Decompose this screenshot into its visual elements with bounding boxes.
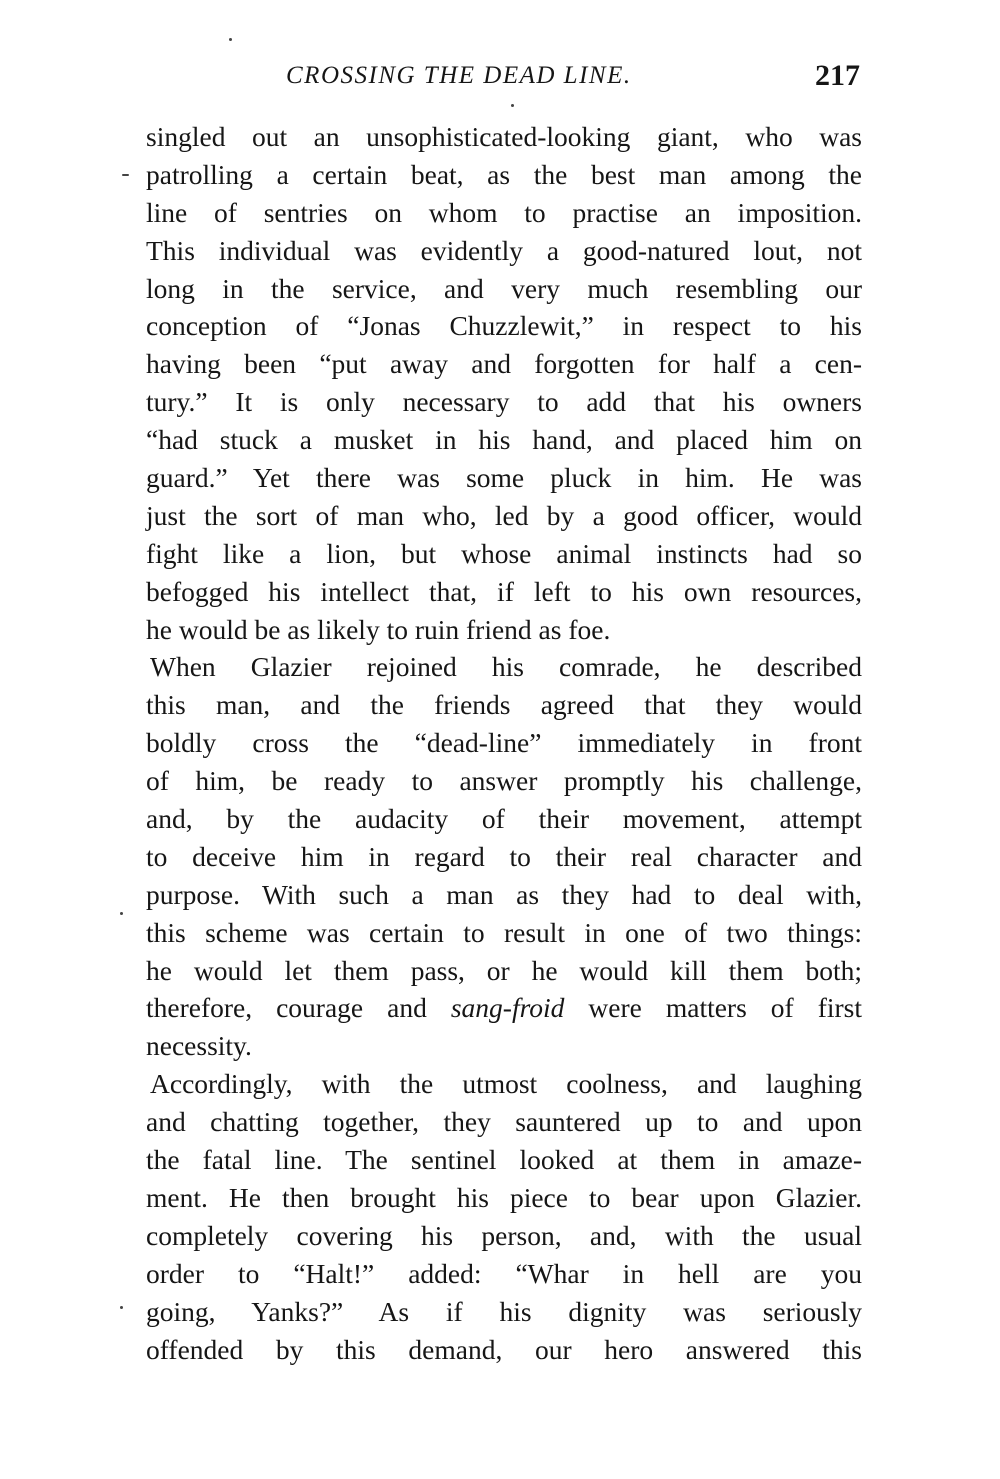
text-line: fight like a lion, but whose animal instincts had so bbox=[146, 537, 862, 569]
text-line: the fatal line. The sentinel looked at them in amaze- bbox=[146, 1144, 862, 1176]
text-line: conception of “Jonas Chuzzlewit,” in respect to his bbox=[146, 310, 862, 342]
text-line: “had stuck a musket in his hand, and placed him on bbox=[146, 424, 862, 456]
text-line: tury.” It is only necessary to add that his owners bbox=[146, 386, 862, 418]
text-segment: were matters of first bbox=[564, 992, 862, 1024]
text-line: and chatting together, they sauntered up to and upon bbox=[146, 1106, 862, 1138]
italic-phrase: sang-froid bbox=[450, 992, 565, 1024]
text-segment: therefore, courage and bbox=[146, 992, 451, 1024]
text-line: guard.” Yet there was some pluck in him. He was bbox=[146, 462, 862, 494]
text-line: just the sort of man who, led by a good officer, would bbox=[146, 499, 862, 531]
text-line: this scheme was certain to result in one of two things: bbox=[146, 916, 862, 948]
print-speck bbox=[120, 912, 123, 915]
text-line: completely covering his person, and, with the usual bbox=[146, 1219, 862, 1251]
text-line: he would be as likely to ruin friend as foe. bbox=[146, 613, 611, 645]
text-line: line of sentries on whom to practise an imposition. bbox=[146, 196, 862, 228]
print-speck bbox=[122, 174, 129, 176]
text-line: he would let them pass, or he would kill them both; bbox=[146, 954, 862, 986]
text-line: order to “Halt!” added: “Whar in hell are you bbox=[146, 1257, 862, 1289]
text-line: and, by the audacity of their movement, attempt bbox=[146, 803, 862, 835]
text-line: having been “put away and forgotten for half a cen- bbox=[146, 348, 862, 380]
running-head bbox=[146, 58, 864, 98]
text-line bbox=[146, 989, 862, 1027]
text-line: this man, and the friends agreed that they would bbox=[146, 689, 862, 721]
text-line: When Glazier rejoined his comrade, he described bbox=[150, 651, 862, 683]
text-line: ment. He then brought his piece to bear upon Glazier. bbox=[146, 1181, 862, 1213]
text-line: singled out an unsophisticated-looking giant, who was bbox=[146, 121, 862, 152]
text-line: of him, be ready to answer promptly his challenge, bbox=[146, 765, 862, 797]
text-line: long in the service, and very much resembling our bbox=[146, 272, 862, 304]
text-line: necessity. bbox=[146, 1030, 252, 1062]
text-line: to deceive him in regard to their real character and bbox=[146, 840, 862, 872]
text-line: boldly cross the “dead-line” immediately in front bbox=[146, 727, 862, 759]
print-speck bbox=[511, 104, 514, 107]
text-line: patrolling a certain beat, as the best man among the bbox=[146, 158, 862, 190]
text-line: This individual was evidently a good-natured lout, not bbox=[146, 234, 862, 266]
page-number: 217 bbox=[815, 59, 860, 92]
print-speck bbox=[120, 1306, 123, 1309]
text-line: Accordingly, with the utmost coolness, and laughing bbox=[150, 1068, 862, 1100]
text-line: offended by this demand, our hero answered this bbox=[146, 1333, 862, 1365]
text-line: befogged his intellect that, if left to his own resources, bbox=[146, 575, 862, 607]
running-title: CROSSING THE DEAD LINE. bbox=[286, 62, 632, 89]
print-speck bbox=[229, 38, 232, 41]
text-line: purpose. With such a man as they had to deal with, bbox=[146, 878, 862, 910]
text-line: going, Yanks?” As if his dignity was seriously bbox=[146, 1295, 862, 1327]
body-text bbox=[146, 118, 862, 1368]
